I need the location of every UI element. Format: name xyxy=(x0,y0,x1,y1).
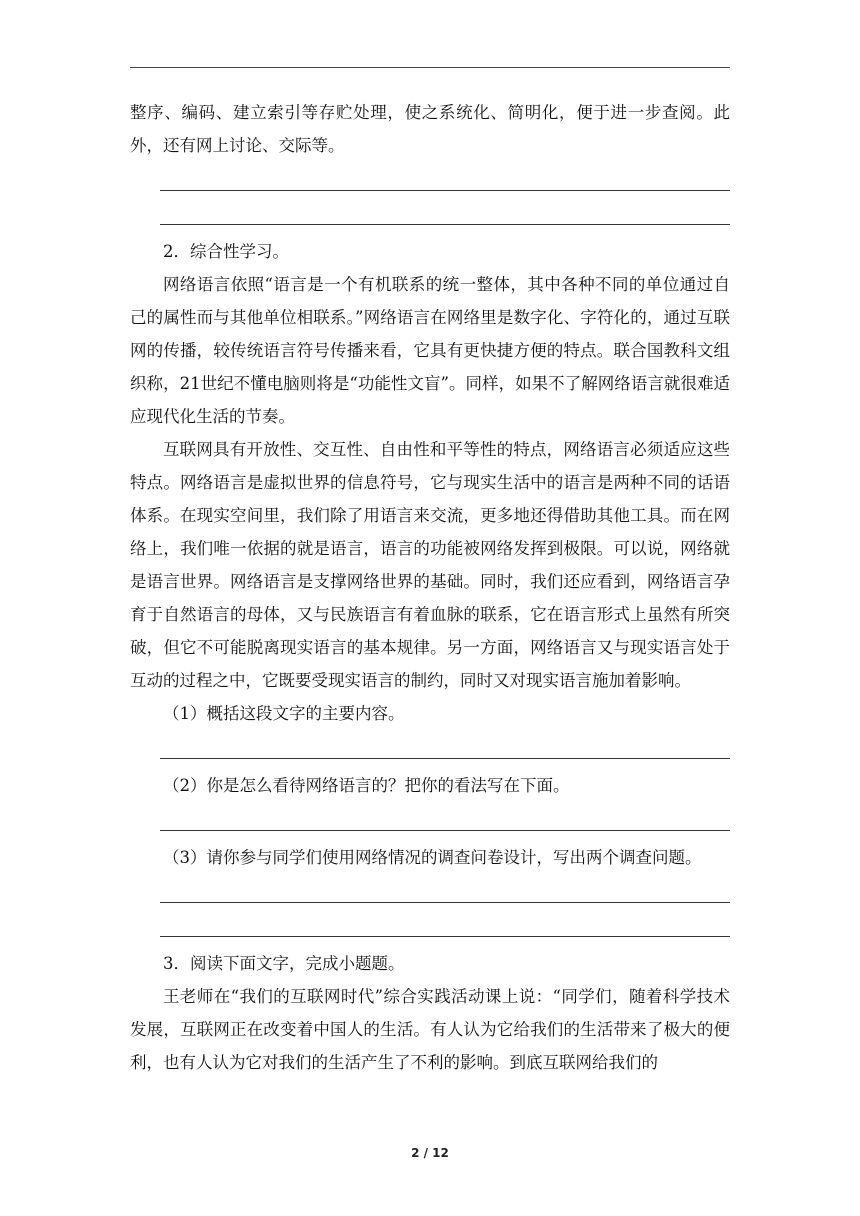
question-2-sub-2: （2）你是怎么看待网络语言的？把你的看法写在下面。 xyxy=(163,776,570,795)
page-content xyxy=(130,96,730,1079)
page-number: 2 / 12 xyxy=(411,1146,449,1160)
question-2-title: 2．综合性学习。 xyxy=(163,242,289,261)
paragraph-continuation: 整序、编码、建立索引等存贮处理，使之系统化、简明化，便于进一步查阅。此外，还有网上讨论、交际等。 xyxy=(130,103,730,155)
question-3-paragraph-1: 王老师在“我们的互联网时代”综合实践活动课上说：“同学们，随着科学技术发展，互联网正在改变着中国人的生活。有人认为它给我们的生活带来了极大的便利，也有人认为它对我们的生活产生了不利的影响。到底互联网给我们的 xyxy=(130,987,730,1072)
question-3-title: 3．阅读下面文字，完成小题题。 xyxy=(163,954,405,973)
question-2-paragraph-1: 网络语言依照“语言是一个有机联系的统一整体，其中各种不同的单位通过自己的属性而与其他单位相联系。”网络语言在网络里是数字化、字符化的，通过互联网的传播，较传统语言符号传播来看，它具有更快捷方便的特点。联合国教科文组织称，21世纪不懂电脑则将是“功能性文盲”。同样，如果不了解网络语言就很难适应现代化生活的节奏。 xyxy=(130,275,730,426)
header-rule xyxy=(130,67,730,68)
question-2-sub-3: （3）请你参与同学们使用网络情况的调查问卷设计，写出两个调查问题。 xyxy=(163,848,702,867)
question-2-paragraph-2: 互联网具有开放性、交互性、自由性和平等性的特点，网络语言必须适应这些特点。网络语言是虚拟世界的信息符号，它与现实生活中的语言是两种不同的话语体系。在现实空间里，我们除了用语言来交流，更多地还得借助其他工具。而在网络上，我们唯一依据的就是语言，语言的功能被网络发挥到极限。可以说，网络就是语言世界。网络语言是支撑网络世界的基础。同时，我们还应看到，网络语言孕育于自然语言的母体，又与民族语言有着血脉的联系，它在语言形式上虽然有所突破，但它不可能脱离现实语言的基本规律。另一方面，网络语言又与现实语言处于互动的过程之中，它既要受现实语言的制约，同时又对现实语言施加着影响。 xyxy=(130,440,730,690)
question-2-sub-1: （1）概括这段文字的主要内容。 xyxy=(163,704,405,723)
